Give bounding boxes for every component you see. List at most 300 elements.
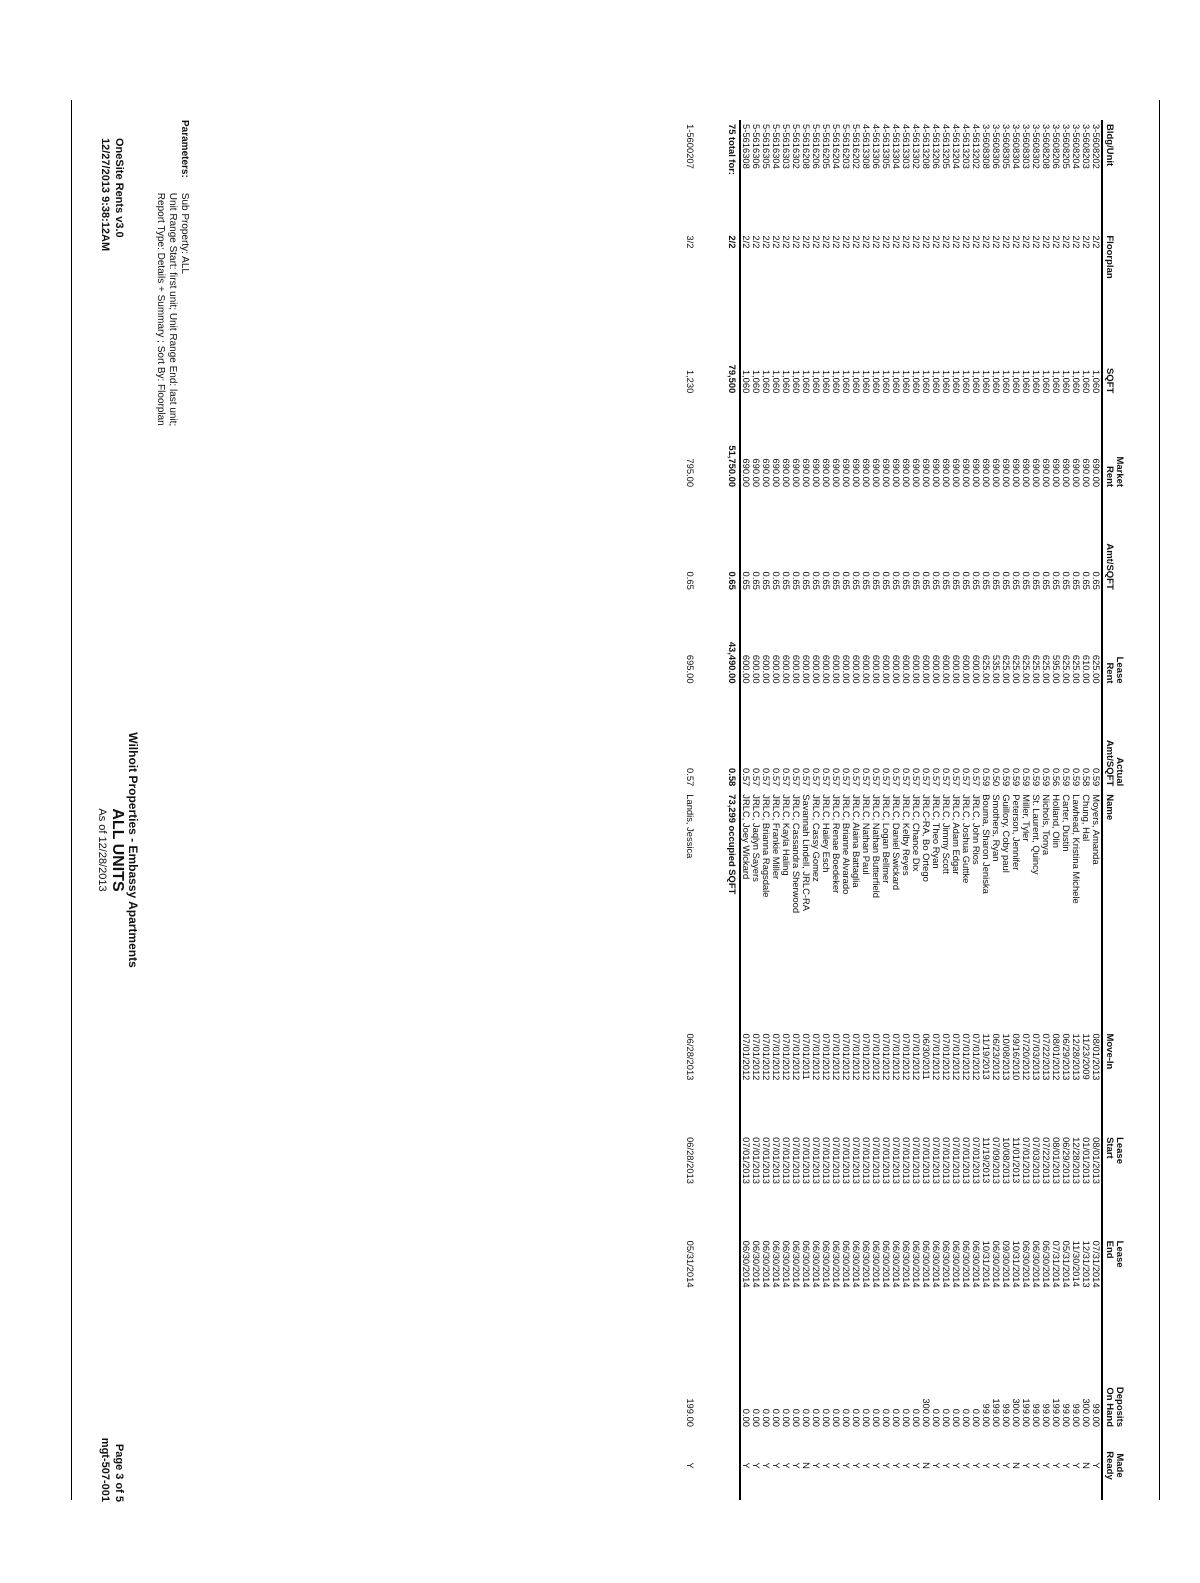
cell-lease-rent: 600.00 — [771, 654, 782, 684]
cell-lease-start: 11/01/2013 — [1011, 1137, 1022, 1184]
cell-market-rent: 690.00 — [911, 458, 922, 488]
cell-name: JRLC, Logan Bellmer — [881, 794, 892, 884]
cell-amt-sqft: 0.65 — [891, 571, 902, 590]
cell-lease-end: 06/30/2014 — [861, 1240, 872, 1288]
cell-lease-rent: 600.00 — [971, 654, 982, 684]
cell-made-ready: Y — [901, 1462, 912, 1469]
cell-made-ready: Y — [971, 1462, 982, 1469]
cell-unit: 3-5608304 — [1011, 124, 1022, 169]
cell-lease-start: 07/01/2013 — [971, 1137, 982, 1184]
cell-made-ready: Y — [911, 1462, 922, 1469]
cell-lease-rent: 600.00 — [801, 654, 812, 684]
cell-floorplan: 2/2 — [1011, 235, 1022, 249]
cell-name: JRLC, Cassy Gomez — [811, 794, 822, 882]
cell-lease-end: 06/30/2014 — [961, 1240, 972, 1288]
cell-floorplan: 2/2 — [951, 235, 962, 249]
cell-sqft: 1,060 — [991, 369, 1002, 394]
cell-lease-start: 06/29/2013 — [1061, 1137, 1072, 1184]
cell-name: JRLC, Hailey Esch — [821, 794, 832, 873]
cell-deposits: 99.00 — [1031, 1403, 1042, 1428]
cell-lease-rent: 600.00 — [871, 654, 882, 684]
cell-market-rent: 690.00 — [831, 458, 842, 488]
cell-deposits: 0.00 — [971, 1408, 982, 1428]
company-name: Wilhoit Properties - Embassy Apartments — [126, 732, 140, 968]
table-row — [740, 120, 751, 1500]
cell-floorplan: 2/2 — [811, 235, 822, 249]
cell-actual-amt-sqft: 0.57 — [911, 768, 922, 787]
cell-made-ready: Y — [781, 1462, 792, 1469]
cell-sqft: 1,060 — [751, 369, 762, 394]
table-row — [841, 120, 851, 1500]
cell-move-in: 06/23/2012 — [991, 1033, 1002, 1081]
cell-unit: 5-5616203 — [841, 124, 852, 169]
cell-deposits: 99.00 — [981, 1403, 992, 1428]
cell-lease-start: 07/01/2013 — [901, 1137, 912, 1184]
cell-lease-end: 06/30/2014 — [821, 1240, 832, 1288]
cell-move-in: 07/01/2012 — [901, 1033, 912, 1081]
cell-made-ready: Y — [871, 1462, 882, 1469]
table-row — [991, 120, 1001, 1500]
cell-actual-amt-sqft: 0.57 — [751, 768, 762, 787]
cell-floorplan: 2/2 — [841, 235, 852, 249]
cell-actual-amt-sqft: 0.57 — [971, 768, 982, 787]
cell-made-ready: N — [1081, 1462, 1092, 1469]
table-row — [901, 120, 911, 1500]
cell-market-rent: 690.00 — [1071, 458, 1082, 488]
cell-market-rent: 690.00 — [821, 458, 832, 488]
cell-market-rent: 690.00 — [1031, 458, 1042, 488]
cell-lease-end: 11/30/2014 — [1071, 1240, 1082, 1287]
cell-unit: 4-5613308 — [861, 124, 872, 169]
cell-lease-end: 09/30/2014 — [1001, 1240, 1012, 1288]
cell-amt-sqft: 0.65 — [971, 571, 982, 590]
cell-name: JRLC, Daniel Swickard — [891, 794, 902, 891]
cell-lease-rent: 625.00 — [1011, 654, 1022, 684]
cell-market-rent: 690.00 — [921, 458, 932, 488]
cell-lease-start: 07/01/2013 — [761, 1137, 772, 1184]
table-row — [981, 120, 991, 1500]
report-code: mgt-507-001 — [99, 1437, 111, 1502]
cell-name: JRLC, Brianna Ragsdale — [761, 794, 772, 898]
cell-floorplan: 2/2 — [931, 235, 942, 249]
cell-floorplan: 2/2 — [1081, 235, 1092, 249]
cell-lease-rent: 600.00 — [841, 654, 852, 684]
cell-lease-start: 07/01/2013 — [831, 1137, 842, 1184]
cell-actual-amt-sqft: 0.59 — [1041, 768, 1052, 787]
print-timestamp: 12/27/2013 9:38:12AM — [99, 138, 111, 252]
cell-floorplan: 2/2 — [1061, 235, 1072, 249]
cell-lease-start: 10/08/2013 — [1001, 1137, 1012, 1184]
cell-market-rent: 690.00 — [1061, 458, 1072, 488]
param-report-type: Report Type: Details + Summary ; Sort By: Floorplan — [155, 192, 166, 426]
cell-lease-start: 07/01/2013 — [891, 1137, 902, 1184]
cell-amt-sqft: 0.65 — [1041, 571, 1052, 590]
cell-lease-end: 06/30/2014 — [991, 1240, 1002, 1288]
cell-lease-rent: 600.00 — [881, 654, 892, 684]
cell-lease-rent: 625.00 — [1001, 654, 1012, 684]
cell-amt-sqft: 0.65 — [981, 571, 992, 590]
cell-market-rent: 690.00 — [891, 458, 902, 488]
cell-amt-sqft: 0.65 — [1021, 571, 1032, 590]
cell-move-in: 08/01/2013 — [1091, 1033, 1102, 1081]
cell-deposits: 199.00 — [1021, 1398, 1032, 1428]
table-row — [1031, 120, 1041, 1500]
table-row — [971, 120, 981, 1500]
cell-market-rent: 690.00 — [881, 458, 892, 488]
cell-deposits: 0.00 — [911, 1408, 922, 1428]
cell-name: Miller, Tyler — [1021, 794, 1032, 842]
cell-floorplan: 2/2 — [851, 235, 862, 249]
cell-amt-sqft: 0.65 — [741, 571, 752, 590]
cell-market-rent: 690.00 — [801, 458, 812, 488]
cell-actual-amt-sqft: 0.57 — [761, 768, 772, 787]
cell-lease-start: 07/01/2013 — [1021, 1137, 1032, 1184]
cell-name: JRLC, John Rios — [971, 794, 982, 865]
cell-sqft: 1,060 — [1041, 369, 1052, 394]
cell-lease-rent: 600.00 — [831, 654, 842, 684]
cell-unit: 5-5616303 — [781, 124, 792, 169]
cell-name: JRLC, Joshua Guttke — [961, 794, 972, 884]
cell-unit: 5-5616305 — [761, 124, 772, 169]
cell-unit: 4-5613306 — [871, 124, 882, 169]
cell-lease-end: 06/30/2014 — [941, 1240, 952, 1288]
table-row — [941, 120, 951, 1500]
cell-floorplan: 2/2 — [1031, 235, 1042, 249]
table-row — [961, 120, 971, 1500]
cell-amt-sqft: 0.65 — [1031, 571, 1042, 590]
cell-unit: 4-5613302 — [911, 124, 922, 169]
cell-lease-rent: 625.00 — [1021, 654, 1032, 684]
cell-floorplan: 2/2 — [981, 235, 992, 249]
cell-market-rent: 690.00 — [841, 458, 852, 488]
cell-lease-end: 10/31/2014 — [1011, 1240, 1022, 1288]
cell-amt-sqft: 0.65 — [1071, 571, 1082, 590]
cell-floorplan: 2/2 — [821, 235, 832, 249]
cell-lease-rent: 600.00 — [931, 654, 942, 684]
cell-name: Moyers, Amanda — [1091, 794, 1102, 865]
cell-unit: 4-5613303 — [901, 124, 912, 169]
cell-move-in: 07/01/2012 — [891, 1033, 902, 1081]
cell-unit: 3-5608203 — [1081, 124, 1092, 169]
cell-floorplan: 3/2 — [685, 235, 696, 249]
cell-sqft: 1,060 — [1061, 369, 1072, 394]
cell-lease-start: 07/01/2013 — [851, 1137, 862, 1184]
cell-market-rent: 690.00 — [981, 458, 992, 488]
as-of-date: As of 12/28/2013 — [96, 808, 108, 892]
cell-move-in: 07/03/2013 — [1031, 1033, 1042, 1081]
cell-actual-amt-sqft: 0.59 — [1011, 768, 1022, 787]
cell-made-ready: Y — [941, 1462, 952, 1469]
cell-lease-rent: 600.00 — [911, 654, 922, 684]
cell-actual-amt-sqft: 0.57 — [791, 768, 802, 787]
cell-lease-end: 06/30/2014 — [891, 1240, 902, 1288]
cell-actual-amt-sqft: 0.57 — [921, 768, 932, 787]
cell-amt-sqft: 0.65 — [911, 571, 922, 590]
cell-made-ready: Y — [741, 1462, 752, 1469]
cell-unit: 3-5608205 — [1061, 124, 1072, 169]
cell-sqft: 1,060 — [1051, 369, 1062, 394]
cell-deposits: 0.00 — [851, 1408, 862, 1428]
page-frame-top — [71, 100, 72, 1500]
cell-floorplan: 2/2 — [781, 235, 792, 249]
cell-amt-sqft: 0.65 — [921, 571, 932, 590]
cell-floorplan: 2/2 — [861, 235, 872, 249]
cell-lease-rent: 600.00 — [921, 654, 932, 684]
table-row — [761, 120, 771, 1500]
cell-unit: 3-5608204 — [1071, 124, 1082, 169]
cell-lease-end: 06/30/2014 — [881, 1240, 892, 1288]
cell-floorplan: 2/2 — [1041, 235, 1052, 249]
cell-amt-sqft: 0.65 — [1001, 571, 1012, 590]
cell-deposits: 300.00 — [1081, 1398, 1092, 1428]
col-bldg-unit: Bldg/Unit — [1102, 120, 1125, 231]
cell-market-rent: 795.00 — [685, 458, 696, 488]
cell-lease-rent: 600.00 — [821, 654, 832, 684]
cell-name: Chung, Hal — [1081, 794, 1092, 842]
cell-name: Nichols, Tonya — [1041, 794, 1052, 856]
cell-move-in: 07/01/2011 — [801, 1033, 812, 1080]
cell-name: JRLC, Chance Dix — [911, 794, 922, 872]
cell-floorplan: 2/2 — [1051, 235, 1062, 249]
cell-actual-amt-sqft: 0.57 — [901, 768, 912, 787]
cell-move-in: 07/01/2012 — [841, 1033, 852, 1081]
cell-sqft: 1,060 — [841, 369, 852, 394]
cell-made-ready: Y — [861, 1462, 872, 1469]
cell-made-ready: Y — [685, 1462, 696, 1469]
cell-amt-sqft: 0.65 — [781, 571, 792, 590]
cell-lease-start: 07/01/2013 — [861, 1137, 872, 1184]
table-row — [1041, 120, 1051, 1500]
cell-name: JRLC, Cassandra Sherwood — [791, 794, 802, 914]
cell-floorplan: 2/2 — [941, 235, 952, 249]
cell-market-rent: 690.00 — [1051, 458, 1062, 488]
cell-market-rent: 690.00 — [961, 458, 972, 488]
cell-lease-rent: 595.00 — [1051, 654, 1062, 684]
report-meta-right — [98, 1392, 126, 1502]
cell-deposits: 0.00 — [881, 1408, 892, 1428]
cell-name: Guillory, Coby paul — [1001, 794, 1012, 873]
cell-lease-start: 07/01/2013 — [841, 1137, 852, 1184]
cell-move-in: 07/01/2012 — [971, 1033, 982, 1081]
cell-floorplan: 2/2 — [901, 235, 912, 249]
cell-lease-rent: 695.00 — [685, 654, 696, 684]
cell-actual-amt-sqft: 0.57 — [961, 768, 972, 787]
cell-move-in: 08/01/2012 — [1051, 1033, 1062, 1081]
cell-lease-end: 06/30/2014 — [781, 1240, 792, 1288]
cell-sqft: 1,060 — [1011, 369, 1022, 394]
cell-floorplan: 2/2 — [871, 235, 882, 249]
cell-lease-start: 07/01/2013 — [741, 1137, 752, 1184]
cell-lease-end: 06/30/2014 — [831, 1240, 842, 1288]
cell-lease-rent: 625.00 — [981, 654, 992, 684]
cell-lease-start: 07/01/2013 — [771, 1137, 782, 1184]
cell-actual-amt-sqft: 0.57 — [851, 768, 862, 787]
cell-name: Bouma, Sharon Jeniska — [981, 794, 992, 894]
cell-sqft: 1,230 — [685, 369, 696, 394]
cell-name: JRLC, Nathan Butterfield — [871, 794, 882, 898]
cell-market-rent: 690.00 — [771, 458, 782, 488]
cell-unit: 4-5613202 — [971, 124, 982, 169]
cell-deposits: 0.00 — [801, 1408, 812, 1428]
cell-name: St. Laurent, Quincy — [1031, 794, 1042, 875]
cell-lease-start: 07/01/2013 — [811, 1137, 822, 1184]
cell-lease-start: 07/01/2013 — [881, 1137, 892, 1184]
cell-actual-amt-sqft: 0.56 — [1051, 768, 1062, 787]
col-market-rent: Market Rent — [1102, 397, 1125, 491]
table-row — [685, 120, 695, 1500]
cell-name: JRLC-RA, Bo Ortego — [921, 794, 932, 882]
cell-move-in: 07/01/2012 — [761, 1033, 772, 1081]
cell-actual-amt-sqft: 0.59 — [1031, 768, 1042, 787]
cell-deposits: 0.00 — [951, 1408, 962, 1428]
col-sqft: SQFT — [1102, 328, 1125, 397]
cell-market-rent: 690.00 — [811, 458, 822, 488]
cell-name: JRLC, Frankie Miller — [771, 794, 782, 880]
cell-deposits: 0.00 — [941, 1408, 952, 1428]
cell-sqft: 1,060 — [921, 369, 932, 394]
cell-amt-sqft: 0.65 — [871, 571, 882, 590]
total-actual: 0.58 — [727, 688, 740, 791]
cell-lease-end: 06/30/2014 — [971, 1240, 982, 1288]
cell-made-ready: N — [801, 1462, 812, 1469]
cell-sqft: 1,060 — [781, 369, 792, 394]
cell-amt-sqft: 0.65 — [851, 571, 862, 590]
cell-deposits: 300.00 — [921, 1398, 932, 1428]
total-row — [727, 120, 740, 1500]
cell-amt-sqft: 0.65 — [1051, 571, 1062, 590]
cell-amt-sqft: 0.65 — [761, 571, 772, 590]
cell-move-in: 07/01/2012 — [811, 1033, 822, 1081]
cell-actual-amt-sqft: 0.57 — [891, 768, 902, 787]
cell-amt-sqft: 0.65 — [991, 571, 1002, 590]
cell-made-ready: Y — [811, 1462, 822, 1469]
cell-lease-end: 06/30/2014 — [871, 1240, 882, 1288]
cell-floorplan: 2/2 — [911, 235, 922, 249]
cell-lease-start: 07/09/2013 — [991, 1137, 1002, 1184]
cell-sqft: 1,060 — [911, 369, 922, 394]
cell-lease-rent: 600.00 — [861, 654, 872, 684]
cell-made-ready: Y — [981, 1462, 992, 1469]
cell-name: JRLC, Jimmy Scott — [941, 794, 952, 874]
table-row — [1091, 120, 1102, 1500]
cell-market-rent: 690.00 — [1021, 458, 1032, 488]
cell-sqft: 1,060 — [761, 369, 772, 394]
cell-made-ready: Y — [771, 1462, 782, 1469]
cell-floorplan: 2/2 — [881, 235, 892, 249]
cell-lease-end: 06/30/2014 — [1031, 1240, 1042, 1288]
cell-lease-rent: 625.00 — [1071, 654, 1082, 684]
cell-lease-rent: 625.00 — [1091, 654, 1102, 684]
cell-sqft: 1,060 — [1031, 369, 1042, 394]
cell-lease-end: 05/31/2014 — [685, 1240, 696, 1288]
cell-move-in: 07/01/2012 — [961, 1033, 972, 1081]
table-row — [801, 120, 811, 1500]
cell-actual-amt-sqft: 0.57 — [871, 768, 882, 787]
table-row — [1081, 120, 1091, 1500]
cell-lease-start: 07/01/2013 — [911, 1137, 922, 1184]
cell-actual-amt-sqft: 0.58 — [1081, 768, 1092, 787]
cell-move-in: 07/01/2012 — [941, 1033, 952, 1081]
cell-amt-sqft: 0.65 — [951, 571, 962, 590]
cell-lease-end: 07/31/2014 — [1051, 1240, 1062, 1288]
cell-sqft: 1,060 — [1081, 369, 1092, 394]
table-row — [811, 120, 821, 1500]
cell-made-ready: Y — [841, 1462, 852, 1469]
cell-move-in: 07/01/2012 — [881, 1033, 892, 1081]
total-amt-sqft: 0.65 — [727, 491, 740, 594]
cell-unit: 4-5613206 — [931, 124, 942, 169]
cell-lease-end: 06/30/2014 — [811, 1240, 822, 1288]
cell-lease-end: 06/30/2014 — [741, 1240, 752, 1288]
cell-unit: 1-5600207 — [685, 124, 696, 169]
table-row — [931, 120, 941, 1500]
col-made-ready: Made Ready — [1102, 1431, 1125, 1500]
cell-deposits: 0.00 — [831, 1408, 842, 1428]
cell-deposits: 300.00 — [1011, 1398, 1022, 1428]
cell-unit: 3-5608302 — [1031, 124, 1042, 169]
cell-amt-sqft: 0.65 — [801, 571, 812, 590]
cell-made-ready: Y — [851, 1462, 862, 1469]
total-label: 75 total for: — [727, 120, 740, 231]
cell-lease-rent: 600.00 — [791, 654, 802, 684]
cell-lease-start: 07/22/2013 — [1041, 1137, 1052, 1184]
table-row — [881, 120, 891, 1500]
cell-lease-rent: 625.00 — [1031, 654, 1042, 684]
cell-sqft: 1,060 — [1021, 369, 1032, 394]
cell-made-ready: Y — [751, 1462, 762, 1469]
cell-deposits: 0.00 — [791, 1408, 802, 1428]
cell-deposits: 0.00 — [841, 1408, 852, 1428]
cell-lease-rent: 600.00 — [851, 654, 862, 684]
cell-lease-start: 07/01/2013 — [941, 1137, 952, 1184]
cell-actual-amt-sqft: 0.50 — [991, 768, 1002, 787]
cell-lease-rent: 600.00 — [961, 654, 972, 684]
cell-unit: 3-5608308 — [981, 124, 992, 169]
cell-unit: 4-5613203 — [961, 124, 972, 169]
cell-unit: 5-5616304 — [771, 124, 782, 169]
cell-amt-sqft: 0.65 — [1091, 571, 1102, 590]
cell-amt-sqft: 0.65 — [811, 571, 822, 590]
cell-sqft: 1,060 — [971, 369, 982, 394]
total-lease-rent: 43,490.00 — [727, 594, 740, 688]
cell-name: JRLC, Renae Boedeker — [831, 794, 842, 894]
cell-lease-start: 07/01/2013 — [961, 1137, 972, 1184]
cell-move-in: 11/23/2009 — [1081, 1033, 1092, 1080]
cell-sqft: 1,060 — [881, 369, 892, 394]
cell-lease-end: 06/30/2014 — [911, 1240, 922, 1288]
cell-actual-amt-sqft: 0.57 — [685, 768, 696, 787]
cell-market-rent: 690.00 — [1081, 458, 1092, 488]
cell-lease-rent: 625.00 — [1061, 654, 1072, 684]
software-version: OneSite Rents v3.0 — [113, 138, 125, 238]
cell-market-rent: 690.00 — [951, 458, 962, 488]
cell-market-rent: 690.00 — [861, 458, 872, 488]
table-row — [771, 120, 781, 1500]
cell-floorplan: 2/2 — [831, 235, 842, 249]
cell-unit: 4-5613304 — [891, 124, 902, 169]
cell-market-rent: 690.00 — [991, 458, 1002, 488]
table-body — [740, 120, 1102, 1500]
cell-floorplan: 2/2 — [1001, 235, 1012, 249]
cell-deposits: 0.00 — [871, 1408, 882, 1428]
cell-name: JRLC, Brianne Alvarado — [841, 794, 852, 895]
cell-deposits: 99.00 — [1001, 1403, 1012, 1428]
cell-deposits: 0.00 — [861, 1408, 872, 1428]
cell-made-ready: Y — [881, 1462, 892, 1469]
cell-move-in: 07/01/2012 — [851, 1033, 862, 1081]
cell-lease-end: 06/30/2014 — [801, 1240, 812, 1288]
table-row — [951, 120, 961, 1500]
